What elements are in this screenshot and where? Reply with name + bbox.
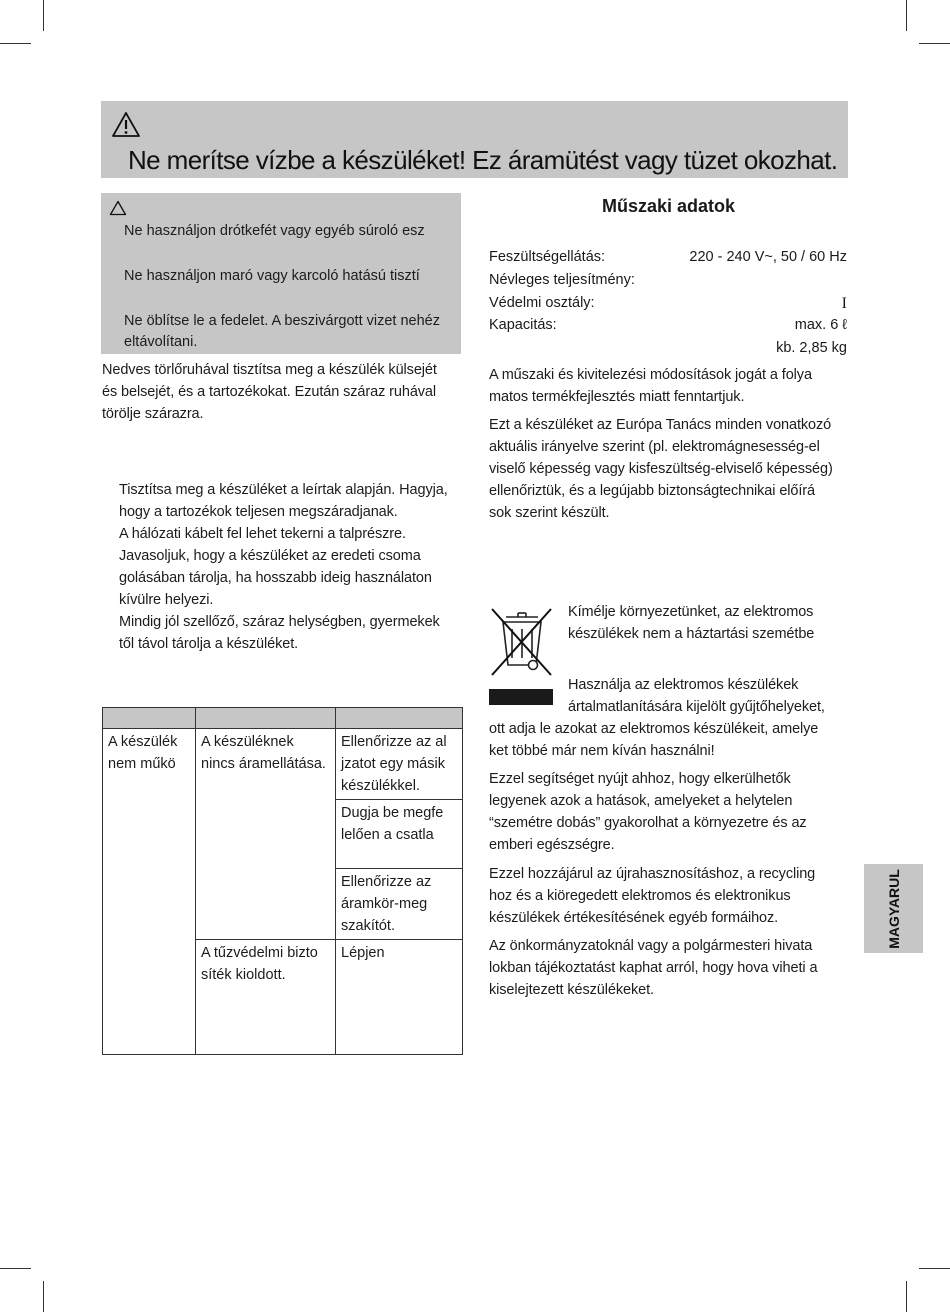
disposal-paragraph <box>489 863 815 929</box>
disposal-use <box>568 674 825 718</box>
text-line: Használja az elektromos készülékek <box>568 677 799 693</box>
cell-line: szakítót. <box>341 918 395 934</box>
spec-label: Védelmi osztály: <box>489 295 595 311</box>
crop-mark <box>0 43 31 44</box>
text-line: golásában tárolja, ha hosszabb ideig használaton <box>119 570 432 586</box>
table-header-cell <box>196 708 336 729</box>
table-header-cell <box>336 708 463 729</box>
text-line: törölje szárazra. <box>102 406 204 422</box>
text-line: és belsejét, és a tartozékokat. Ezután száraz ruhával <box>102 384 437 400</box>
spec-value: max. 6 ℓ <box>794 317 847 333</box>
spec-row <box>489 314 847 337</box>
specs-note <box>489 364 812 408</box>
text-line: emberi egészségre. <box>489 837 615 853</box>
caution-line: eltávolítani. <box>124 334 198 350</box>
language-tab-label: MAGYARUL <box>885 868 902 949</box>
cell-line: A készülék <box>108 734 178 750</box>
problem-cell <box>103 729 196 1055</box>
text-line: kívülre helyezi. <box>119 592 214 608</box>
cell-line: Ellenőrizze az al <box>341 734 447 750</box>
solution-cell <box>336 940 463 1055</box>
text-line: legyenek azok a hatások, amelyeket a helytelen <box>489 793 793 809</box>
spec-label: Névleges teljesítmény: <box>489 272 635 288</box>
disposal-use-continued <box>489 718 818 762</box>
caution-line: Ne használjon maró vagy karcoló hatású tisztí <box>124 268 420 284</box>
crop-mark <box>919 43 950 44</box>
cell-line: jzatot egy másik <box>341 756 445 772</box>
warning-title: Ne merítse vízbe a készüléket! Ez áramütést vagy tüzet okozhat. <box>128 145 838 175</box>
disposal-intro <box>568 601 814 645</box>
caution-line: Ne használjon drótkefét vagy egyéb súroló esz <box>124 223 425 239</box>
warning-banner <box>101 101 848 178</box>
text-line: lokban tájékoztatást kaphat arról, hogy hova viheti a <box>489 960 818 976</box>
text-line: Ezzel segítséget nyújt ahhoz, hogy elkerülhetők <box>489 771 791 787</box>
cell-line: készülékkel. <box>341 778 420 794</box>
disposal-paragraph <box>489 935 817 1001</box>
crop-mark <box>43 0 44 31</box>
text-line: ket többé már nem kíván használni! <box>489 743 715 759</box>
text-line: Kímélje környezetünket, az elektromos <box>568 604 814 620</box>
spec-label: Kapacitás: <box>489 317 557 333</box>
text-line: Javasoljuk, hogy a készüléket az eredeti csoma <box>119 548 421 564</box>
warning-triangle-icon <box>111 111 141 138</box>
crop-mark <box>906 0 907 31</box>
text-line: aktuális irányelve szerint (pl. elektromágnesesség-el <box>489 439 820 455</box>
crop-mark <box>919 1268 950 1269</box>
solution-cell <box>336 800 463 869</box>
text-line: viselő képesség vagy kisfeszültség-elviselő képesség) <box>489 461 833 477</box>
spec-row <box>489 269 847 292</box>
cleaning-paragraph <box>102 359 437 425</box>
caution-triangle-icon <box>109 200 127 216</box>
solution-cell <box>336 729 463 800</box>
text-line: A műszaki és kivitelezési módosítások jogát a folya <box>489 367 812 383</box>
language-tab <box>864 864 923 953</box>
text-line: készülékek nem a háztartási szemétbe <box>568 626 815 642</box>
cause-cell <box>196 729 336 940</box>
caution-box <box>101 193 461 354</box>
text-line: hoz és a kiöregedett elektromos és elektronikus <box>489 888 791 904</box>
spec-row <box>489 246 847 269</box>
text-line: Tisztítsa meg a készüléket a leírtak alapján. Hagyja, <box>119 482 448 498</box>
spec-value: I <box>841 295 847 312</box>
conformity-paragraph <box>489 414 833 524</box>
text-line: Az önkormányzatoknál vagy a polgármesteri hivata <box>489 938 813 954</box>
text-line: Ezt a készüléket az Európa Tanács minden vonatkozó <box>489 417 832 433</box>
text-line: “szemétre dobás” gyakorolhat a környezetre és az <box>489 815 807 831</box>
cell-line: A készüléknek <box>201 734 294 750</box>
text-line: ártalmatlanítására kijelölt gyűjtőhelyeket, <box>568 699 825 715</box>
spec-value: 220 - 240 V~, 50 / 60 Hz <box>689 249 847 265</box>
specs-heading: Műszaki adatok <box>601 196 736 216</box>
cause-cell <box>196 940 336 1055</box>
spec-label: Feszültségellátás: <box>489 249 606 265</box>
spec-row <box>489 337 847 360</box>
text-line: A hálózati kábelt fel lehet tekerni a talprészre. <box>119 526 406 542</box>
text-line: Nedves törlőruhával tisztítsa meg a készülék külsejét <box>102 362 437 378</box>
cell-line: Ellenőrizze az <box>341 874 432 890</box>
spec-row <box>489 292 847 315</box>
solution-cell <box>336 869 463 940</box>
crop-mark <box>43 1281 44 1312</box>
cell-line: nincs áramellátása. <box>201 756 326 772</box>
cell-line: nem műkö <box>108 756 176 772</box>
disposal-paragraph <box>489 768 807 856</box>
cell-line: Lépjen <box>341 945 385 961</box>
text-line: készülékek értékesítésének egyéb formáihoz. <box>489 910 779 926</box>
cell-line: Dugja be megfe <box>341 805 444 821</box>
table-header-row <box>103 708 463 729</box>
text-line: Mindig jól szellőző, száraz helységben, gyermekek <box>119 614 440 630</box>
crop-mark <box>0 1268 31 1269</box>
text-line: hogy a tartozékok teljesen megszáradjanak. <box>119 504 398 520</box>
text-line: től távol tárolja a készüléket. <box>119 636 299 652</box>
cell-line: áramkör-meg <box>341 896 428 912</box>
text-line: sok szerint készült. <box>489 505 610 521</box>
text-line: matos termékfejlesztés miatt fenntartjuk. <box>489 389 745 405</box>
table-row <box>103 729 463 800</box>
cell-line: síték kioldott. <box>201 967 286 983</box>
crop-mark <box>906 1281 907 1312</box>
text-line: ott adja le azokat az elektromos készülékeit, amelye <box>489 721 819 737</box>
caution-line: Ne öblítse le a fedelet. A beszivárgott vizet nehéz <box>124 313 440 329</box>
troubleshooting-table <box>102 707 463 1055</box>
spec-value: kb. 2,85 kg <box>776 340 847 356</box>
cell-line: A tűzvédelmi bizto <box>201 945 318 961</box>
cell-line: lelően a csatla <box>341 827 434 843</box>
table-header-cell <box>103 708 196 729</box>
text-line: kiselejtezett készülékeket. <box>489 982 654 998</box>
crossed-out-bin-icon <box>489 603 555 707</box>
text-line: ellenőriztük, és a legújabb biztonságtechnikai előírá <box>489 483 815 499</box>
storage-paragraph <box>119 479 448 655</box>
text-line: Ezzel hozzájárul az újrahasznosításhoz, a recycling <box>489 866 816 882</box>
